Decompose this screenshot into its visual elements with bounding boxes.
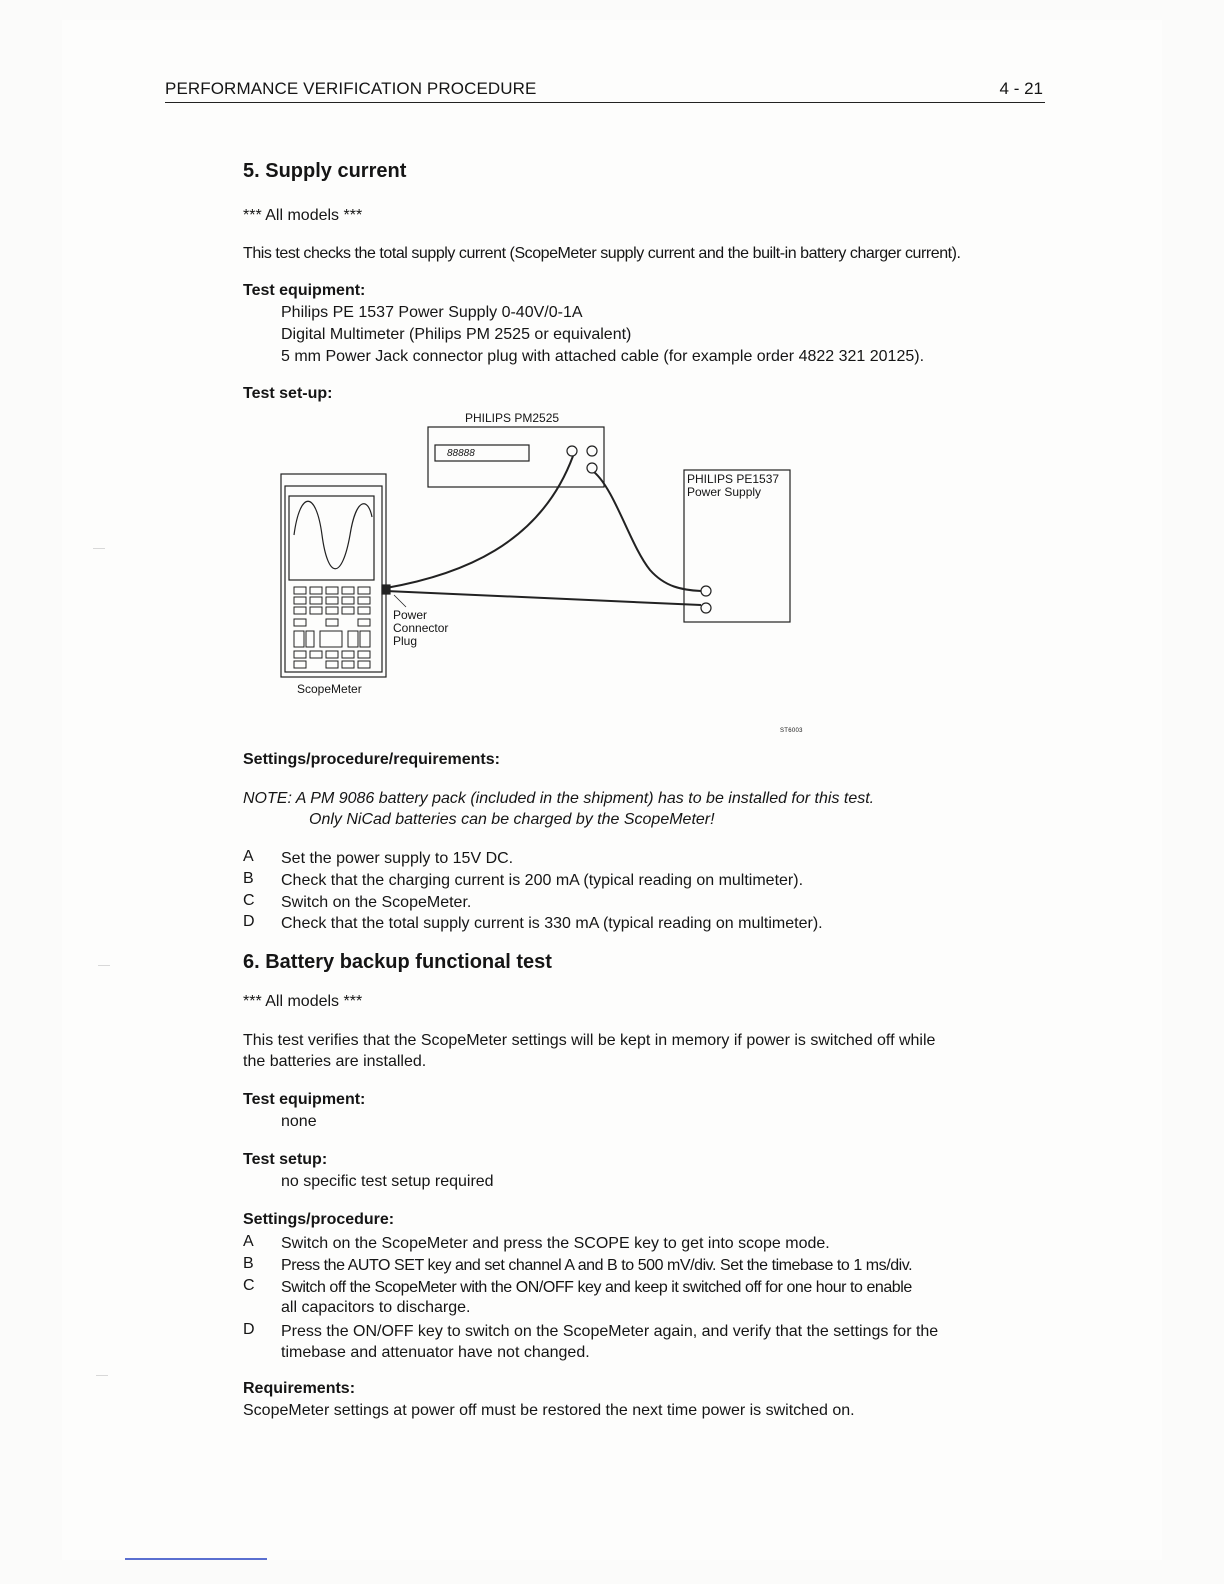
multimeter-display-text: 88888 bbox=[447, 448, 475, 459]
section-6-equipment: none bbox=[281, 1113, 317, 1130]
step-letter: B bbox=[243, 870, 254, 887]
section-6-requirements: ScopeMeter settings at power off must be restored the next time power is switched on. bbox=[243, 1402, 855, 1419]
section-6-heading: 6. Battery backup functional test bbox=[243, 951, 552, 973]
cable-to-multimeter bbox=[386, 456, 573, 588]
power-supply-terminal bbox=[701, 603, 711, 613]
plug-label-line2: Connector bbox=[393, 621, 449, 635]
section-5-settings-label: Settings/procedure/requirements: bbox=[243, 751, 500, 768]
scan-mark bbox=[93, 548, 105, 549]
power-supply-label-line2: Power Supply bbox=[687, 485, 762, 499]
step-text: Check that the total supply current is 330 mA (typical reading on multimeter). bbox=[281, 915, 823, 932]
test-setup-diagram bbox=[270, 405, 830, 745]
cable-to-supply-minus bbox=[386, 591, 701, 605]
step-text-continued: timebase and attenuator have not changed. bbox=[281, 1344, 590, 1361]
section-5-setup-label: Test set-up: bbox=[243, 385, 333, 402]
power-connector-plug bbox=[382, 585, 390, 594]
section-6-models: *** All models *** bbox=[243, 993, 363, 1010]
step-letter: A bbox=[243, 1233, 254, 1250]
note-line-2: Only NiCad batteries can be charged by the ScopeMeter! bbox=[309, 811, 715, 828]
multimeter-terminal bbox=[567, 446, 577, 456]
running-title: PERFORMANCE VERIFICATION PROCEDURE bbox=[165, 79, 537, 98]
section-6-requirements-label: Requirements: bbox=[243, 1380, 356, 1397]
power-supply-label bbox=[687, 473, 779, 499]
bottom-rule bbox=[125, 1558, 267, 1560]
section-6-description-line2: the batteries are installed. bbox=[243, 1053, 427, 1070]
plug-label-line3: Plug bbox=[393, 634, 418, 648]
step-letter: C bbox=[243, 1277, 255, 1294]
step-letter: D bbox=[243, 1321, 255, 1338]
plug-label-line1: Power bbox=[393, 608, 428, 622]
power-supply-terminal bbox=[701, 586, 711, 596]
sine-waveform bbox=[294, 501, 372, 569]
equipment-item: Digital Multimeter (Philips PM 2525 or equivalent) bbox=[281, 326, 632, 343]
step-text: Switch off the ScopeMeter with the ON/OFF key and keep it switched off for one hour to enable bbox=[281, 1279, 912, 1296]
scopemeter-label: ScopeMeter bbox=[297, 682, 362, 696]
scopemeter-bezel bbox=[285, 486, 382, 672]
section-6-procedure-label: Settings/procedure: bbox=[243, 1211, 395, 1228]
figure-code: ST6003 bbox=[780, 728, 803, 734]
step-text: Press the AUTO SET key and set channel A and B to 500 mV/div. Set the timebase to 1 ms/div. bbox=[281, 1257, 913, 1274]
scopemeter-keypad bbox=[294, 587, 370, 668]
step-letter: B bbox=[243, 1255, 254, 1272]
section-6-setup: no specific test setup required bbox=[281, 1173, 494, 1190]
step-text: Press the ON/OFF key to switch on the ScopeMeter again, and verify that the settings for the bbox=[281, 1323, 939, 1340]
step-text: Switch on the ScopeMeter. bbox=[281, 894, 472, 911]
step-text: Check that the charging current is 200 mA (typical reading on multimeter). bbox=[281, 872, 804, 889]
cable-to-supply-plus bbox=[594, 472, 701, 591]
section-6-setup-label: Test setup: bbox=[243, 1151, 328, 1168]
equipment-item: 5 mm Power Jack connector plug with attached cable (for example order 4822 321 20125). bbox=[281, 348, 925, 365]
scan-mark bbox=[96, 1375, 108, 1376]
plug-label bbox=[393, 609, 448, 648]
step-text: Set the power supply to 15V DC. bbox=[281, 850, 514, 867]
step-text-continued: all capacitors to discharge. bbox=[281, 1299, 471, 1316]
page-number: 4 - 21 bbox=[999, 79, 1043, 98]
section-5-description: This test checks the total supply current (ScopeMeter supply current and the built-in battery charger current). bbox=[243, 245, 961, 262]
section-5-heading: 5. Supply current bbox=[243, 160, 407, 182]
step-letter: C bbox=[243, 892, 255, 909]
multimeter-label: PHILIPS PM2525 bbox=[465, 411, 560, 425]
section-6-equipment-label: Test equipment: bbox=[243, 1091, 366, 1108]
step-letter: D bbox=[243, 913, 255, 930]
section-5-equipment-label: Test equipment: bbox=[243, 282, 366, 299]
multimeter-terminal bbox=[587, 463, 597, 473]
step-text: Switch on the ScopeMeter and press the SCOPE key to get into scope mode. bbox=[281, 1235, 830, 1252]
power-supply-label-line1: PHILIPS PE1537 bbox=[687, 472, 780, 486]
equipment-item: Philips PE 1537 Power Supply 0-40V/0-1A bbox=[281, 304, 583, 321]
multimeter-terminal bbox=[587, 446, 597, 456]
plug-leader-line bbox=[394, 595, 406, 607]
step-letter: A bbox=[243, 848, 254, 865]
running-header bbox=[165, 78, 1045, 103]
note-line-1: NOTE: A PM 9086 battery pack (included in the shipment) has to be installed for this test. bbox=[243, 790, 875, 807]
section-6-description-line1: This test verifies that the ScopeMeter settings will be kept in memory if power is switched off while bbox=[243, 1032, 936, 1049]
scan-mark bbox=[98, 965, 110, 966]
section-5-models: *** All models *** bbox=[243, 207, 363, 224]
